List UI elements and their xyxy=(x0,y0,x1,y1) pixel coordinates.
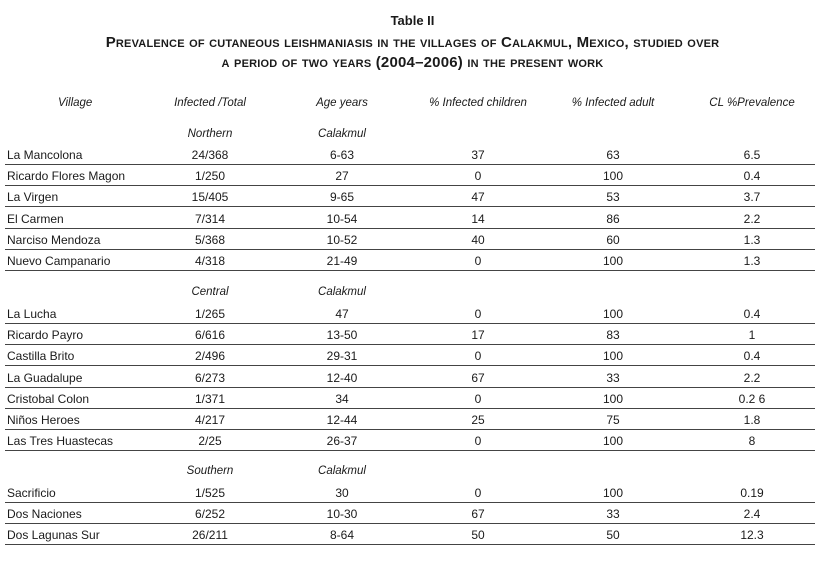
cell-infected: 1/525 xyxy=(194,486,226,500)
cell-age: 47 xyxy=(335,307,349,321)
cell-adult: 100 xyxy=(602,349,624,364)
cell-age: 12-44 xyxy=(326,413,358,427)
cell-village: La Guadalupe xyxy=(7,370,83,385)
cell-prevalence: 12.3 xyxy=(740,528,764,543)
header-children: % Infected children xyxy=(429,97,527,109)
header-age: Age years xyxy=(316,97,368,109)
cell-village: Castilla Brito xyxy=(7,349,75,364)
cell-village: La Virgen xyxy=(7,190,59,205)
row-divider xyxy=(5,387,815,388)
cell-infected: 4/318 xyxy=(194,254,226,268)
cell-adult: 63 xyxy=(606,148,620,162)
cell-age: 27 xyxy=(335,169,349,184)
cell-age: 13-50 xyxy=(326,328,358,343)
header-adult: % Infected adult xyxy=(571,97,655,109)
cell-infected: 1/250 xyxy=(194,169,226,184)
row-divider xyxy=(5,206,815,207)
cell-children: 0 xyxy=(474,307,482,321)
area-label: Calakmul xyxy=(318,465,366,477)
cell-infected: 7/314 xyxy=(194,211,226,226)
cell-infected: 2/496 xyxy=(194,349,226,364)
cell-adult: 100 xyxy=(602,169,624,184)
cell-children: 37 xyxy=(471,148,485,162)
cell-children: 67 xyxy=(471,507,485,522)
header-prevalence: CL %Prevalence xyxy=(709,97,795,109)
cell-adult: 53 xyxy=(606,190,620,205)
cell-infected: 6/252 xyxy=(194,507,226,522)
cell-infected: 6/273 xyxy=(194,370,226,385)
cell-children: 0 xyxy=(474,434,482,449)
cell-village: La Mancolona xyxy=(7,148,83,162)
cell-adult: 83 xyxy=(606,328,620,343)
cell-age: 21-49 xyxy=(326,254,358,268)
cell-adult: 75 xyxy=(606,413,620,427)
cell-infected: 2/25 xyxy=(198,434,222,449)
region-label: Central xyxy=(191,286,229,298)
row-divider xyxy=(5,450,815,451)
cell-age: 26-37 xyxy=(326,434,358,449)
row-divider xyxy=(5,270,815,271)
cell-prevalence: 1.3 xyxy=(743,232,761,247)
cell-infected: 5/368 xyxy=(194,232,226,247)
cell-infected: 6/616 xyxy=(194,328,226,343)
cell-children: 0 xyxy=(474,349,482,364)
cell-adult: 100 xyxy=(602,434,624,449)
region-label: Northern xyxy=(187,128,233,140)
area-label: Calakmul xyxy=(318,286,366,298)
cell-age: 10-30 xyxy=(326,507,358,522)
row-divider xyxy=(5,429,815,430)
table-label: Table II xyxy=(390,13,435,28)
cell-age: 6-63 xyxy=(329,148,355,162)
cell-village: Dos Naciones xyxy=(7,507,82,522)
cell-age: 10-54 xyxy=(326,211,358,226)
cell-prevalence: 0.4 xyxy=(743,307,761,321)
cell-infected: 26/211 xyxy=(192,528,228,543)
cell-adult: 60 xyxy=(606,232,620,247)
cell-prevalence: 1.3 xyxy=(743,254,761,268)
row-divider xyxy=(5,164,815,165)
cell-village: Ricardo Flores Magon xyxy=(7,169,126,184)
cell-adult: 100 xyxy=(602,391,624,406)
cell-infected: 15/405 xyxy=(191,190,229,205)
cell-infected: 24/368 xyxy=(191,148,229,162)
region-label: Southern xyxy=(186,465,234,477)
cell-children: 14 xyxy=(471,211,485,226)
cell-children: 25 xyxy=(471,413,485,427)
cell-village: Sacrificio xyxy=(7,486,56,500)
caption-line-1: Prevalence of cutaneous leishmaniasis in the villages of Calakmul, Mexico, studied over xyxy=(105,34,720,51)
cell-prevalence: 0.4 xyxy=(743,169,761,184)
caption-line-2: a period of two years (2004–2006) in the present work xyxy=(221,54,604,71)
cell-adult: 86 xyxy=(606,211,620,226)
cell-village: Niños Heroes xyxy=(7,413,80,427)
cell-village: El Carmen xyxy=(7,211,64,226)
cell-adult: 33 xyxy=(606,507,620,522)
cell-adult: 50 xyxy=(606,528,620,543)
cell-infected: 1/265 xyxy=(194,307,226,321)
cell-village: Dos Lagunas Sur xyxy=(7,528,100,543)
cell-children: 50 xyxy=(471,528,485,543)
cell-children: 47 xyxy=(471,190,485,205)
cell-adult: 100 xyxy=(602,486,624,500)
row-divider xyxy=(5,323,815,324)
area-label: Calakmul xyxy=(318,128,366,140)
cell-age: 9-65 xyxy=(329,190,355,205)
cell-prevalence: 8 xyxy=(748,434,756,449)
cell-children: 0 xyxy=(474,169,482,184)
cell-prevalence: 6.5 xyxy=(743,148,761,162)
row-divider xyxy=(5,228,815,229)
cell-prevalence: 2.4 xyxy=(743,507,761,522)
row-divider xyxy=(5,185,815,186)
cell-prevalence: 0.19 xyxy=(740,486,764,500)
cell-age: 10-52 xyxy=(326,232,358,247)
cell-village: Narciso Mendoza xyxy=(7,232,101,247)
cell-infected: 1/371 xyxy=(194,391,226,406)
cell-age: 30 xyxy=(335,486,349,500)
cell-village: Cristobal Colon xyxy=(7,391,90,406)
cell-children: 0 xyxy=(474,391,482,406)
cell-village: La Lucha xyxy=(7,307,57,321)
header-village: Village xyxy=(58,97,93,109)
cell-village: Nuevo Campanario xyxy=(7,254,111,268)
cell-children: 17 xyxy=(471,328,485,343)
row-divider xyxy=(5,408,815,409)
cell-infected: 4/217 xyxy=(194,413,226,427)
cell-adult: 33 xyxy=(606,370,620,385)
cell-age: 34 xyxy=(335,391,349,406)
cell-village: Las Tres Huastecas xyxy=(7,434,114,449)
cell-prevalence: 1.8 xyxy=(743,413,761,427)
cell-village: Ricardo Payro xyxy=(7,328,84,343)
cell-children: 0 xyxy=(474,254,482,268)
row-divider xyxy=(5,544,815,545)
cell-prevalence: 2.2 xyxy=(743,211,761,226)
cell-children: 40 xyxy=(471,232,485,247)
cell-age: 29-31 xyxy=(326,349,358,364)
cell-adult: 100 xyxy=(602,307,624,321)
cell-adult: 100 xyxy=(602,254,624,268)
row-divider xyxy=(5,523,815,524)
row-divider xyxy=(5,344,815,345)
cell-age: 12-40 xyxy=(326,370,358,385)
row-divider xyxy=(5,502,815,503)
row-divider xyxy=(5,365,815,366)
cell-prevalence: 0.4 xyxy=(743,349,761,364)
cell-prevalence: 1 xyxy=(748,328,756,343)
cell-prevalence: 3.7 xyxy=(743,190,761,205)
cell-age: 8-64 xyxy=(329,528,355,543)
header-infected: Infected /Total xyxy=(174,97,246,109)
cell-children: 67 xyxy=(471,370,485,385)
row-divider xyxy=(5,249,815,250)
cell-prevalence: 2.2 xyxy=(743,370,761,385)
cell-children: 0 xyxy=(474,486,482,500)
cell-prevalence: 0.2 6 xyxy=(738,391,766,406)
